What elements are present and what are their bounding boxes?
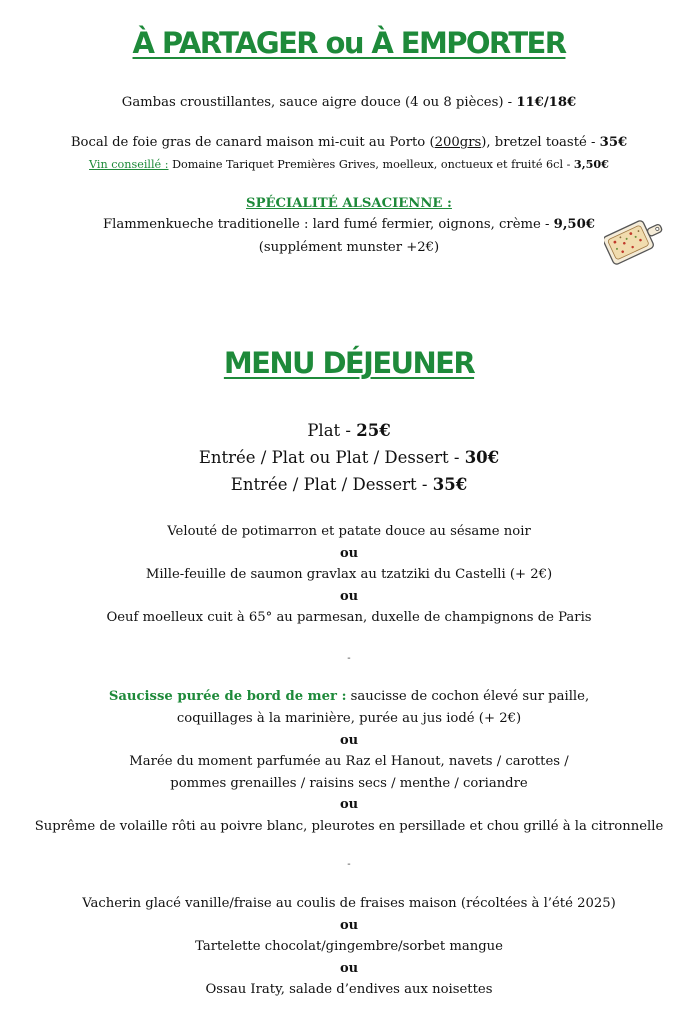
ou-separator: ou bbox=[339, 546, 359, 561]
ou-separator: ou bbox=[339, 589, 359, 604]
formula-2-price: 30€ bbox=[464, 448, 500, 467]
ou-separator: ou bbox=[339, 918, 359, 933]
wine-text: Domaine Tariquet Premières Grives, moelleux, onctueux et fruité 6cl - bbox=[168, 158, 574, 171]
main-1-line-1 bbox=[0, 688, 698, 706]
item-foie-price: 35€ bbox=[599, 135, 628, 150]
main-2-line-1: Marée du moment parfumée au Raz el Hanout, navets / carottes / bbox=[129, 754, 569, 769]
ou-separator: ou bbox=[339, 797, 359, 812]
starter-3: Oeuf moelleux cuit à 65° au parmesan, duxelle de champignons de Paris bbox=[106, 610, 592, 625]
main-1-name: Saucisse purée de bord de mer : bbox=[108, 689, 347, 704]
item-gambas-text: Gambas croustillantes, sauce aigre douce (4 ou 8 pièces) - bbox=[121, 95, 517, 110]
flammekueche-board-icon bbox=[604, 208, 668, 272]
formula-2 bbox=[0, 447, 698, 469]
item-flamm-price: 9,50€ bbox=[553, 217, 595, 232]
specialite-label: SPÉCIALITÉ ALSACIENNE : bbox=[246, 196, 452, 211]
dessert-2: Tartelette chocolat/gingembre/sorbet mangue bbox=[195, 939, 503, 954]
dessert-1: Vacherin glacé vanille/fraise au coulis de fraises maison (récoltées à l’été 2025) bbox=[82, 896, 616, 911]
dessert-3: Ossau Iraty, salade d’endives aux noisettes bbox=[205, 982, 493, 997]
formula-1-text: Plat - bbox=[307, 421, 357, 440]
formula-1 bbox=[0, 420, 698, 442]
wine-label: Vin conseillé : bbox=[89, 158, 169, 171]
course-separator: - bbox=[347, 859, 351, 870]
item-foie-text: Bocal de foie gras de canard maison mi-cuit au Porto ( bbox=[70, 135, 435, 150]
formula-2-text: Entrée / Plat ou Plat / Dessert - bbox=[198, 448, 465, 467]
item-gambas bbox=[0, 94, 698, 112]
course-separator: - bbox=[347, 653, 351, 664]
starter-2: Mille-feuille de saumon gravlax au tzatziki du Castelli (+ 2€) bbox=[145, 567, 553, 582]
supplement-note: (supplément munster +2€) bbox=[258, 240, 440, 255]
specialite-heading bbox=[0, 195, 698, 213]
item-flammenkueche bbox=[0, 216, 698, 234]
main-3: Suprême de volaille rôti au poivre blanc, pleurotes en persillade et chou grillé à la citronnelle bbox=[34, 819, 664, 834]
formula-1-price: 25€ bbox=[356, 421, 391, 440]
ou-separator: ou bbox=[339, 961, 359, 976]
formula-3-text: Entrée / Plat / Dessert - bbox=[230, 475, 433, 494]
wine-price: 3,50€ bbox=[573, 157, 609, 171]
wine-pairing bbox=[0, 155, 698, 174]
main-2-line-2: pommes grenailles / raisins secs / menthe / coriandre bbox=[170, 776, 528, 791]
main-1-line-2: coquillages à la marinière, purée au jus iodé (+ 2€) bbox=[176, 711, 522, 726]
section-title-share: À PARTAGER ou À EMPORTER bbox=[132, 26, 566, 60]
formula-3 bbox=[0, 474, 698, 496]
starter-1: Velouté de potimarron et patate douce au sésame noir bbox=[167, 524, 531, 539]
section-title-lunch: MENU DÉJEUNER bbox=[223, 346, 475, 380]
main-1-text: saucisse de cochon élevé sur paille, bbox=[346, 689, 590, 704]
item-flamm-text: Flammenkueche traditionelle : lard fumé fermier, oignons, crème - bbox=[103, 217, 554, 232]
item-foie-weight: 200grs bbox=[434, 135, 482, 150]
ou-separator: ou bbox=[339, 733, 359, 748]
item-gambas-price: 11€/18€ bbox=[516, 95, 577, 110]
item-foie-text-end: ), bretzel toasté - bbox=[481, 135, 600, 150]
formula-3-price: 35€ bbox=[432, 475, 468, 494]
item-foie-gras bbox=[0, 134, 698, 152]
